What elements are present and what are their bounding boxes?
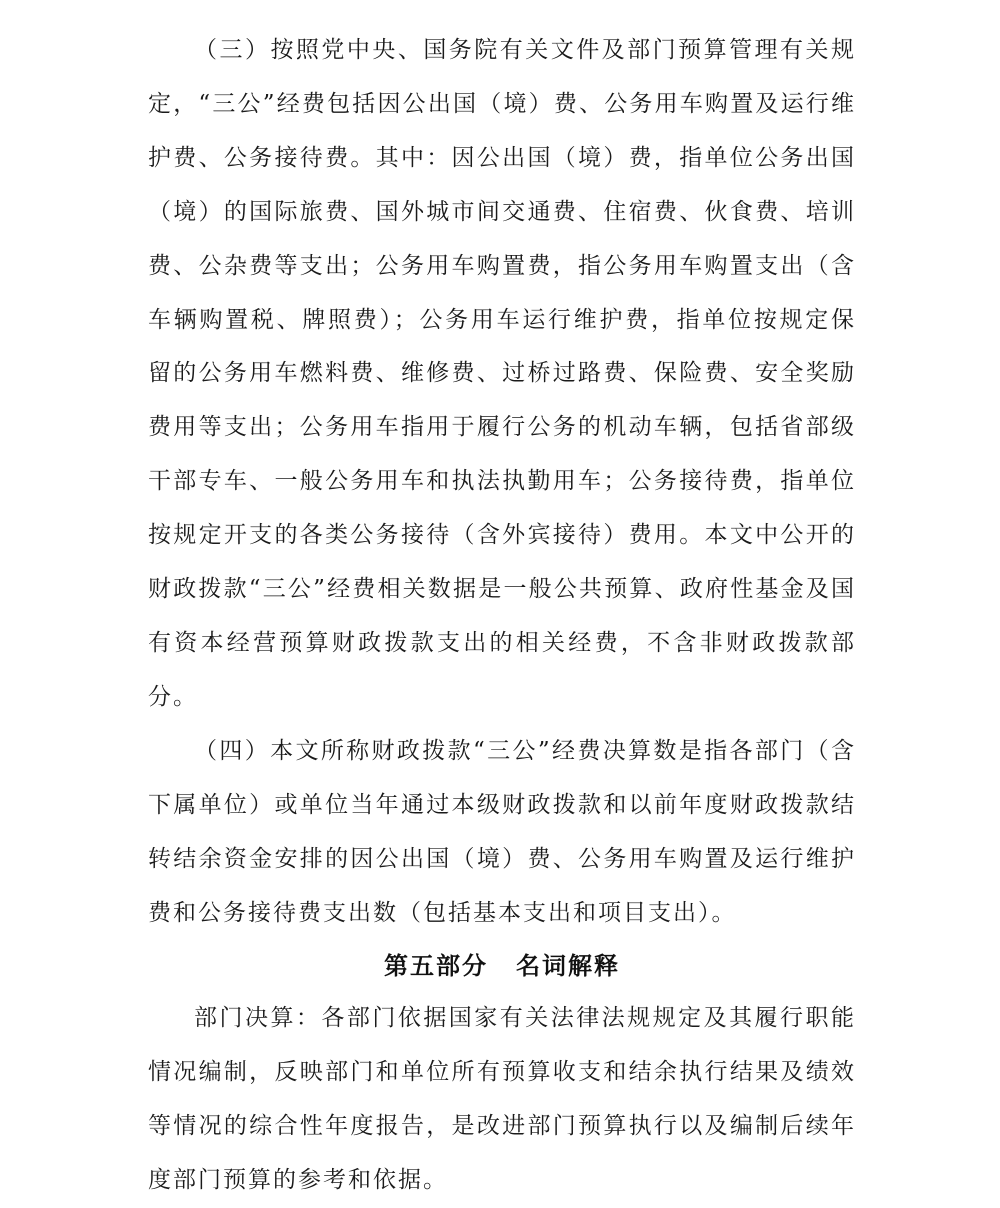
- section-title: 名词解释: [516, 952, 620, 981]
- paragraph-san-gong-final-accounts: （四）本文所称财政拨款“三公”经费决算数是指各部门（含下属单位）或单位当年通过本级财政拨款和以前年度财政拨款结转结余资金安排的因公出国（境）费、公务用车购置及运行维护费和公务接待费支出数（包括基本支出和项目支出）。: [148, 737, 856, 926]
- paragraph-department-final-accounts-definition: 部门决算：各部门依据国家有关法律法规规定及其履行职能情况编制，反映部门和单位所有预算收支和结余执行结果及绩效等情况的综合性年度报告，是改进部门预算执行以及编制后续年度部门预算的参考和依据。: [148, 1005, 856, 1194]
- document-page: [148, 24, 856, 1208]
- section-heading: [148, 940, 856, 992]
- section-part-label: 第五部分: [384, 952, 488, 981]
- paragraph-san-gong-definition: （三）按照党中央、国务院有关文件及部门预算管理有关规定，“三公”经费包括因公出国（境）费、公务用车购置及运行维护费、公务接待费。其中：因公出国（境）费，指单位公务出国（境）的国际旅费、国外城市间交通费、住宿费、伙食费、培训费、公杂费等支出；公务用车购置费，指公务用车购置支出（含车辆购置税、牌照费）；公务用车运行维护费，指单位按规定保留的公务用车燃料费、维修费、过桥过路费、保险费、安全奖励费用等支出；公务用车指用于履行公务的机动车辆，包括省部级干部专车、一般公务用车和执法执勤用车；公务接待费，指单位按规定开支的各类公务接待（含外宾接待）费用。本文中公开的财政拨款“三公”经费相关数据是一般公共预算、政府性基金及国有资本经营预算财政拨款支出的相关经费，不含非财政拨款部分。: [148, 37, 856, 710]
